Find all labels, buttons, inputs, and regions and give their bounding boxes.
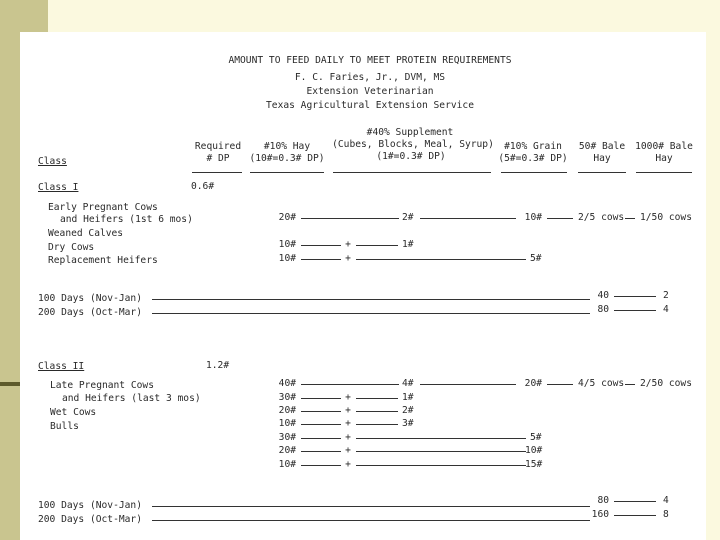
feed-dash [301,218,399,219]
feed-bale1000-amount: 2/50 cows [640,378,692,389]
feed-grain-amount: 20# [524,378,542,389]
feed-grain-amount: 5# [530,253,542,264]
days-bale1000-count: 2 [663,290,669,301]
feed-bale50-amount: 4/5 cows [578,378,625,389]
header-bale1000-line2: Hay [655,153,673,164]
feed-dash [301,438,341,439]
doc-title: AMOUNT TO FEED DAILY TO MEET PROTEIN REQUIREMENTS [228,55,512,66]
feed-dash [614,501,656,502]
class-1-animal: Dry Cows [48,242,95,253]
header-hay-line1: #10% Hay [263,141,311,152]
feed-dash [356,398,398,399]
feed-dash [301,424,341,425]
feed-dash [356,451,526,452]
header-grain-line2: (5#=0.3# DP) [498,153,568,164]
feed-dash [614,515,656,516]
feed-supplement-amount: 2# [402,212,414,223]
days-bale50-count: 80 [597,495,609,506]
feed-dash [152,313,590,314]
doc-role: Extension Veterinarian [306,86,434,97]
feed-plus-sign: + [345,239,351,250]
feed-dash [301,465,341,466]
feed-hay-amount: 10# [278,239,296,250]
feed-grain-amount: 10# [525,445,543,456]
feed-supplement-amount: 3# [402,418,414,429]
feed-hay-amount: 40# [278,378,296,389]
feed-grain-amount: 15# [525,459,543,470]
class-2-animal: Bulls [50,421,79,432]
class-2-animal: and Heifers (last 3 mos) [62,393,201,404]
feed-dash [420,218,516,219]
feed-dash [301,384,399,385]
feed-bale1000-amount: 1/50 cows [640,212,692,223]
feed-dash [356,424,398,425]
class-1-animal: Weaned Calves [48,228,124,239]
feed-dash [356,465,526,466]
class-2-animal: Wet Cows [50,407,97,418]
class-2-animal: Late Pregnant Cows [50,380,154,391]
feed-plus-sign: + [345,432,351,443]
feed-dash [356,411,398,412]
feed-dash [301,411,341,412]
feed-dash [356,245,398,246]
feed-dash [614,296,656,297]
days-bale50-count: 40 [597,290,609,301]
feed-dash [152,506,590,507]
days-bale50-count: 80 [597,304,609,315]
class-1-required: 0.6# [191,181,215,192]
feed-dash [420,384,516,385]
class-1-animal: Replacement Heifers [48,255,158,266]
feed-dash [625,218,635,219]
header-supplement-line3: (1#=0.3# DP) [376,151,446,162]
doc-org: Texas Agricultural Extension Service [266,100,474,111]
feed-bale50-amount: 2/5 cows [578,212,625,223]
feed-hay-amount: 30# [278,392,296,403]
days-label: 100 Days (Nov-Jan) [38,500,142,511]
feed-supplement-amount: 1# [402,239,414,250]
days-label: 200 Days (Oct-Mar) [38,514,142,525]
header-rule-bale1000 [636,172,692,173]
header-required-line1: Required [194,141,242,152]
header-required-line2: # DP [206,153,230,164]
feed-dash [301,398,341,399]
feed-hay-amount: 20# [278,212,296,223]
header-bale50-line1: 50# Bale [578,141,626,152]
slide-accent-line [0,382,22,386]
days-label: 200 Days (Oct-Mar) [38,307,142,318]
class-2-required: 1.2# [206,360,230,371]
feed-dash [301,451,341,452]
class-2-heading: Class II [38,361,85,372]
class-1-animal: and Heifers (1st 6 mos) [60,214,193,225]
header-bale1000-line1: 1000# Bale [635,141,693,152]
feed-dash [356,438,526,439]
feed-dash [152,520,590,521]
header-supplement-line2: (Cubes, Blocks, Meal, Syrup) [332,139,494,150]
feed-plus-sign: + [345,445,351,456]
header-rule-required [192,172,242,173]
header-supplement-line1: #40% Supplement [366,127,454,138]
feed-plus-sign: + [345,418,351,429]
feed-dash [625,384,635,385]
feed-grain-amount: 10# [524,212,542,223]
days-bale1000-count: 8 [663,509,669,520]
feed-plus-sign: + [345,253,351,264]
header-bale50-line2: Hay [593,153,611,164]
feed-plus-sign: + [345,392,351,403]
header-rule-supplement [333,172,491,173]
feed-grain-amount: 5# [530,432,542,443]
header-class: Class [38,156,67,167]
feed-hay-amount: 10# [278,459,296,470]
feed-dash [356,259,526,260]
feed-plus-sign: + [345,459,351,470]
feed-supplement-amount: 2# [402,405,414,416]
feed-hay-amount: 10# [278,418,296,429]
header-rule-hay [250,172,324,173]
feed-supplement-amount: 1# [402,392,414,403]
feed-plus-sign: + [345,405,351,416]
days-bale1000-count: 4 [663,495,669,506]
feed-hay-amount: 30# [278,432,296,443]
feed-hay-amount: 10# [278,253,296,264]
feed-dash [614,310,656,311]
header-rule-grain [501,172,567,173]
header-grain-line1: #10% Grain [504,141,562,152]
feed-dash [301,245,341,246]
days-bale50-count: 160 [591,509,609,520]
feed-hay-amount: 20# [278,445,296,456]
header-rule-bale50 [578,172,626,173]
class-1-heading: Class I [38,182,79,193]
feed-dash [547,218,573,219]
feed-dash [152,299,590,300]
document-page [20,32,706,540]
header-hay-line2: (10#=0.3# DP) [249,153,325,164]
feed-hay-amount: 20# [278,405,296,416]
feed-dash [301,259,341,260]
feed-dash [547,384,573,385]
class-1-animal: Early Pregnant Cows [48,202,158,213]
days-label: 100 Days (Nov-Jan) [38,293,142,304]
feed-supplement-amount: 4# [402,378,414,389]
days-bale1000-count: 4 [663,304,669,315]
doc-author: F. C. Faries, Jr., DVM, MS [294,72,446,83]
